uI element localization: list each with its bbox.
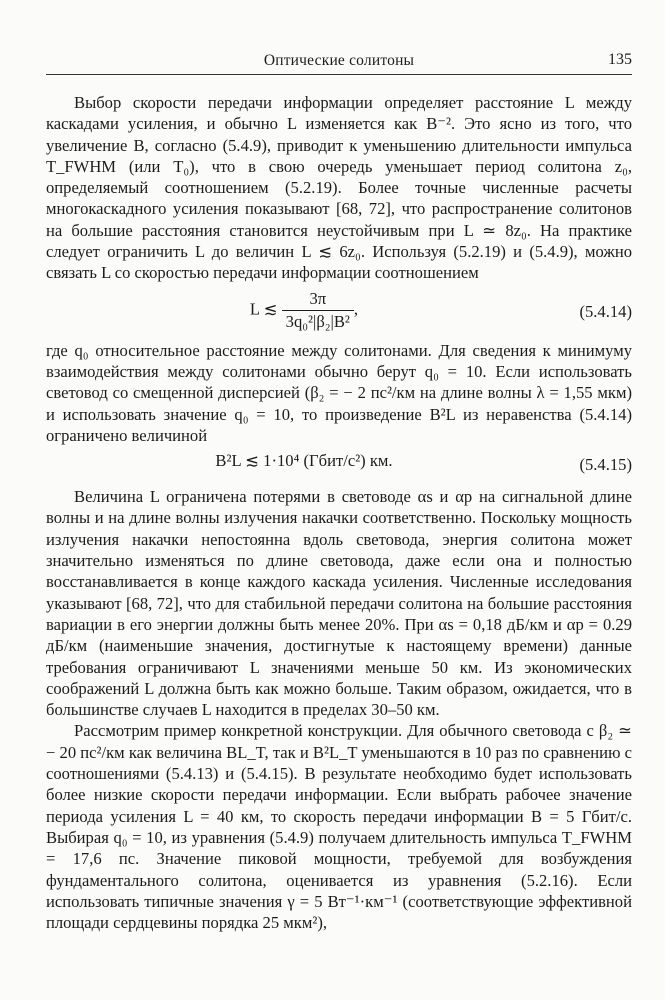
paragraph-4: Рассмотрим пример конкретной конструкции. Для обычного световода с β₂ ≃ − 20 пс²/км как величина BL_T, так и B²L_T уменьшаются в 10 раз по сравнению с соотношениями (5.4.13) и (5.4.15). В результате необходимо будет использовать более низкие скорости передачи информации. Если выбрать рабочее значение периода усиления L = 40 км, то скорость передачи информации B = 5 Гбит/с. Выбирая q₀ = 10, из уравнения (5.4.9) получаем длительность импульса T_FWHM = 17,6 пс. Значение пиковой мощности, требуемой для возбуждения фундаментального солитона, оценивается из уравнения (5.2.16). Если использовать типичные значения γ = 5 Вт⁻¹·км⁻¹ (соответствующие эффективной площади сердцевины порядка 25 мкм²), — [46, 721, 632, 933]
running-header — [46, 50, 632, 75]
equation-5-4-14-lhs: L ≲ — [249, 298, 282, 318]
equation-5-4-14-body — [46, 288, 562, 333]
paragraph-1: Выбор скорости передачи информации определяет расстояние L между каскадами усиления, и обычно L изменяется как B⁻². Это ясно из того, что увеличение B, согласно (5.4.9), приводит к уменьшению длительности импульса T_FWHM (или T₀), что в свою очередь уменьшает период солитона z₀, определяемый соотношением (5.2.19). Более точные численные расчеты многокаскадного усиления показывают [68, 72], что распространение солитонов на большие расстояния становится неустойчивым при L ≃ 8z₀. На практике следует ограничить L до величин L ≲ 6z₀. Используя (5.2.19) и (5.4.9), можно связать L со скоростью передачи информации соотношением — [46, 93, 632, 283]
paragraph-3: Величина L ограничена потерями в световоде αs и αp на сигнальной длине волны и на длине волны излучения накачки соответственно. Поскольку мощность излучения накачки непостоянна вдоль световода, энергия солитона может значительно изменяться по длине световода, даже если она и полностью восстанавливается в конце каждого каскада усиления. Численные исследования указывают [68, 72], что для стабильной передачи солитона на большие расстояния вариации в его энергии должны быть менее 20%. При αs = 0,18 дБ/км и αp = 0.29 дБ/км (наименьшие значения, достигнутые к настоящему времени) данные требования ограничивают L значениями меньше 50 км. Из экономических соображений L должна быть как можно больше. Таким образом, ожидается, что в большинстве случаев L находится в пределах 30–50 км. — [46, 487, 632, 720]
page-number: 135 — [608, 51, 632, 68]
paragraph-2: где q₀ относительное расстояние между солитонами. Для сведения к минимуму взаимодействия между солитонами обычно берут q₀ = 10. Если использовать световод со смещенной дисперсией (β₂ = − 2 пс²/км на длине волны λ = 1,55 мкм) и использовать значение q₀ = 10, то произведение B²L из неравенства (5.4.14) ограничено величиной — [46, 340, 632, 445]
equation-5-4-14-fraction — [282, 288, 354, 333]
running-title: Оптические солитоны — [263, 52, 415, 69]
equation-5-4-14-denominator: 3q₀²|β₂|B² — [285, 311, 350, 331]
equation-5-4-15-body: B²L ≲ 1·10⁴ (Гбит/с²) км. — [215, 451, 393, 471]
equation-5-4-14 — [46, 288, 632, 336]
equation-5-4-14-trail: , — [353, 298, 359, 318]
equation-5-4-14-numerator: 3π — [282, 288, 354, 311]
equation-5-4-15 — [46, 450, 632, 480]
page-body — [46, 92, 632, 933]
equation-5-4-14-number: (5.4.14) — [579, 301, 632, 321]
equation-5-4-15-number: (5.4.15) — [579, 455, 632, 475]
